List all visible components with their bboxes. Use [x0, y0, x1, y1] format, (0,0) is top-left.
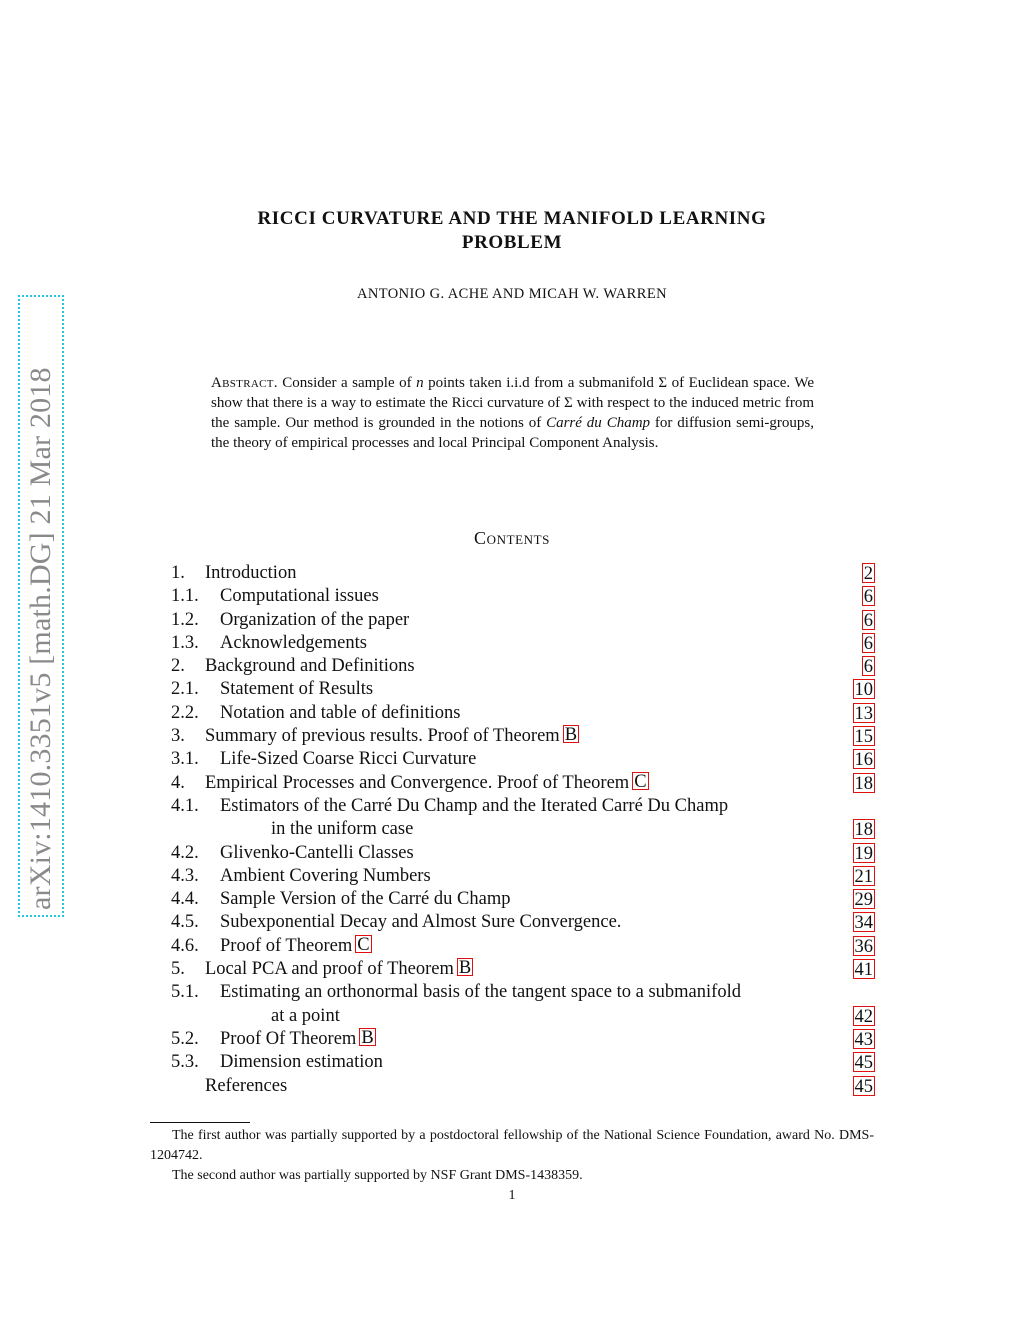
theorem-link[interactable]: C	[357, 934, 370, 955]
toc-page-link[interactable]: 41	[854, 960, 873, 981]
theorem-link[interactable]: B	[361, 1027, 374, 1048]
abstract-text-1: Consider a sample of	[282, 375, 417, 391]
toc-number: 3.	[171, 726, 185, 747]
toc-title: Empirical Processes and Convergence. Proof of Theorem	[205, 772, 630, 793]
toc-number: 2.2.	[171, 702, 199, 723]
toc-title: Organization of the paper	[220, 609, 410, 630]
toc-number: 5.	[171, 959, 185, 980]
toc-entry[interactable]	[171, 981, 875, 1004]
toc-title: Summary of previous results. Proof of Theorem	[205, 726, 560, 747]
toc-number: 4.5.	[171, 912, 199, 933]
toc-entry[interactable]	[171, 725, 875, 748]
toc-page-link[interactable]: 6	[863, 610, 873, 631]
toc-page-link[interactable]: 19	[854, 843, 873, 864]
toc-title: Estimators of the Carré Du Champ and the Iterated Carré Du Champ	[220, 795, 729, 816]
toc-page-link[interactable]: 21	[854, 866, 873, 887]
toc-number: 2.1.	[171, 679, 199, 700]
toc-number: 4.3.	[171, 865, 199, 886]
paper-title	[150, 207, 874, 255]
toc-page-link[interactable]: 10	[854, 680, 873, 701]
toc-title: Life-Sized Coarse Ricci Curvature	[220, 749, 477, 770]
title-line-2: PROBLEM	[461, 232, 563, 253]
toc-entry[interactable]	[171, 1028, 875, 1051]
toc-entry[interactable]	[171, 702, 875, 725]
toc-page-link[interactable]: 13	[854, 703, 873, 724]
toc-number: 1.1.	[171, 586, 199, 607]
toc-title: Acknowledgements	[220, 632, 367, 653]
authors: ANTONIO G. ACHE AND MICAH W. WARREN	[357, 286, 667, 302]
toc-page-link[interactable]: 36	[854, 936, 873, 957]
toc-entry[interactable]	[171, 748, 875, 771]
toc-title-continued: in the uniform case	[271, 819, 414, 840]
toc-page-link[interactable]: 6	[863, 587, 873, 608]
toc-title: Statement of Results	[220, 679, 374, 700]
toc-page-link[interactable]: 29	[854, 890, 873, 911]
toc-page-link[interactable]: 6	[863, 657, 873, 678]
toc-entry[interactable]	[171, 911, 875, 934]
abstract-math-n: n	[416, 375, 424, 391]
toc-page-link[interactable]: 42	[854, 1006, 873, 1027]
toc-title: Estimating an orthonormal basis of the tangent space to a submanifold	[220, 982, 741, 1003]
toc-number: 5.1.	[171, 982, 199, 1003]
toc-title: Sample Version of the Carré du Champ	[220, 889, 511, 910]
arxiv-stamp[interactable]: arXiv:1410.3351v5 [math.DG] 21 Mar 2018	[24, 367, 57, 910]
abstract-text-3: for diffusion semi-groups, the theory of empirical processes and local Principal Component Analysis.	[211, 415, 814, 451]
abstract-text-2: points taken i.i.d from a submanifold Σ of Euclidean space. We show that there is a way to estimate the Ricci curvature of Σ with respect to the induced metric from the sample. Our method is grounded in the notions of	[211, 375, 814, 431]
abstract	[211, 373, 814, 453]
toc-title: Dimension estimation	[220, 1052, 383, 1073]
toc-number: 5.3.	[171, 1052, 199, 1073]
toc-title: Local PCA and proof of Theorem	[205, 959, 454, 980]
toc-number: 1.	[171, 563, 185, 583]
table-of-contents	[171, 562, 875, 1098]
toc-entry[interactable]	[171, 655, 875, 678]
toc-entry[interactable]	[171, 842, 875, 865]
toc-title: Glivenko-Cantelli Classes	[220, 842, 414, 863]
toc-title: Proof Of Theorem	[220, 1028, 357, 1049]
toc-page-link[interactable]: 6	[863, 633, 873, 654]
page-number: 1	[508, 1188, 516, 1203]
toc-page-link[interactable]: 16	[854, 750, 873, 771]
title-line-1: RICCI CURVATURE AND THE MANIFOLD LEARNING	[257, 208, 767, 229]
toc-page-link[interactable]: 15	[854, 727, 873, 748]
toc-title: Background and Definitions	[205, 656, 415, 677]
toc-number: 4.1.	[171, 795, 199, 816]
toc-page-link[interactable]: 43	[854, 1029, 873, 1050]
toc-entry[interactable]	[171, 865, 875, 888]
footnote-rule	[150, 1122, 250, 1123]
toc-title: Introduction	[205, 563, 297, 583]
toc-entry[interactable]	[171, 609, 875, 632]
toc-title: Proof of Theorem	[220, 935, 353, 956]
toc-number: 5.2.	[171, 1028, 199, 1049]
toc-title: Ambient Covering Numbers	[220, 865, 431, 886]
toc-page-link[interactable]: 2	[863, 564, 873, 584]
toc-title: Subexponential Decay and Almost Sure Convergence.	[220, 912, 622, 933]
contents-title: Contents	[473, 528, 551, 548]
toc-page-link[interactable]: 18	[854, 773, 873, 794]
toc-number: 4.	[171, 772, 185, 793]
abstract-heading: Abstract.	[211, 375, 278, 391]
toc-page-link[interactable]: 18	[854, 820, 873, 841]
theorem-link[interactable]: C	[634, 771, 647, 792]
toc-entry[interactable]	[171, 562, 875, 585]
toc-entry[interactable]	[171, 632, 875, 655]
toc-number: 1.3.	[171, 632, 199, 653]
toc-entry[interactable]	[171, 935, 875, 958]
toc-number: 4.4.	[171, 889, 199, 910]
toc-entry[interactable]	[171, 678, 875, 701]
theorem-link[interactable]: B	[458, 958, 472, 979]
toc-entry[interactable]	[171, 795, 875, 818]
toc-entry-continuation	[171, 818, 875, 841]
toc-entry[interactable]	[171, 888, 875, 911]
toc-number: 4.6.	[171, 935, 199, 956]
theorem-link[interactable]: B	[564, 725, 578, 746]
toc-page-link[interactable]: 45	[854, 1076, 873, 1097]
toc-title: References	[205, 1075, 288, 1096]
toc-entry[interactable]	[171, 585, 875, 608]
footnotes	[150, 1126, 874, 1186]
toc-number: 2.	[171, 656, 185, 677]
toc-entry[interactable]	[171, 772, 875, 795]
toc-entry-continuation	[171, 1005, 875, 1028]
toc-page-link[interactable]: 45	[854, 1053, 873, 1074]
toc-number: 1.2.	[171, 609, 199, 630]
footnote-second: The second author was partially supported by NSF Grant DMS-1438359.	[172, 1168, 583, 1183]
toc-number: 4.2.	[171, 842, 199, 863]
toc-number: 3.1.	[171, 749, 199, 770]
toc-page-link[interactable]: 34	[854, 913, 873, 934]
toc-title: Computational issues	[220, 586, 379, 607]
toc-entry[interactable]	[171, 958, 875, 981]
toc-title: Notation and table of definitions	[220, 702, 461, 723]
footnote-first: The first author was partially supported by a postdoctoral fellowship of the National Science Foundation, award No. DMS-1204742.	[150, 1128, 874, 1163]
toc-entry[interactable]	[171, 1051, 875, 1074]
toc-title-continued: at a point	[271, 1005, 340, 1026]
toc-entry[interactable]	[171, 1075, 875, 1098]
abstract-carre: Carré du Champ	[546, 415, 651, 431]
